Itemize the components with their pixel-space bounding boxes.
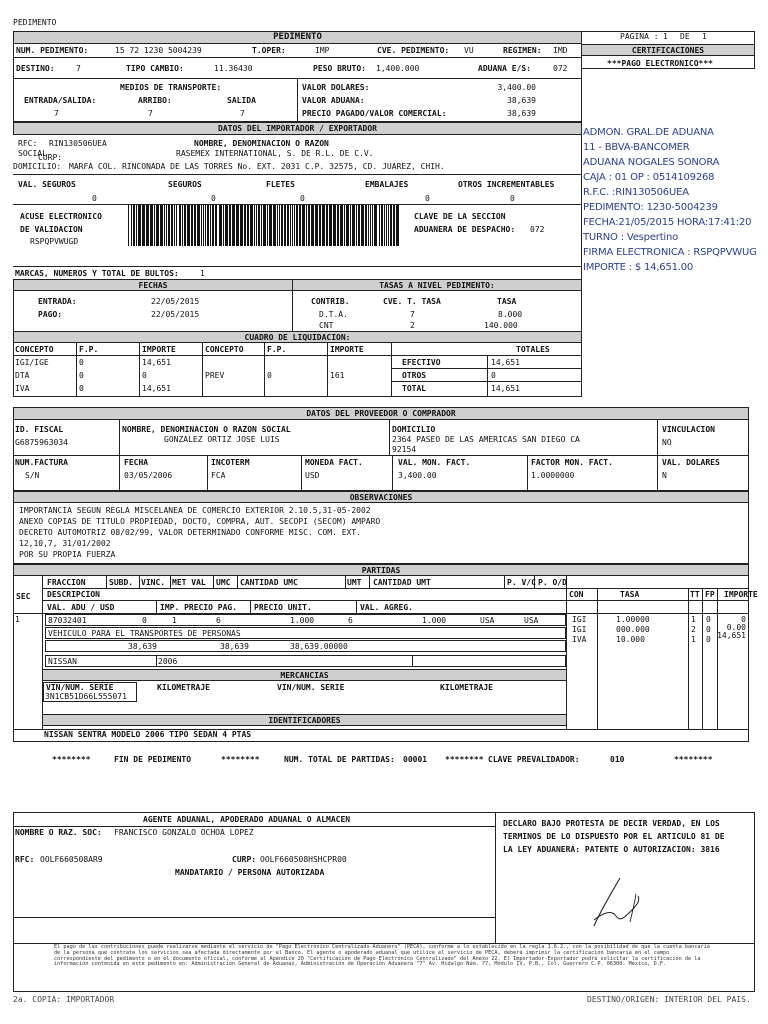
contrib-cell: 000.000 xyxy=(616,625,650,634)
barcode-bar xyxy=(244,205,246,246)
observacion-line: 12,10,7, 31/01/2002 xyxy=(19,539,111,548)
barcode-bar xyxy=(205,205,206,246)
barcode-bar xyxy=(386,205,387,246)
id-fiscal: G6875963034 xyxy=(15,438,68,447)
factura-header: NUM.FACTURA xyxy=(15,458,68,467)
barcode-bar xyxy=(281,205,283,246)
barcode-bar xyxy=(191,205,193,246)
tipo-operacion: IMP xyxy=(315,46,330,55)
barcode-bar xyxy=(236,205,239,246)
factura-header: INCOTERM xyxy=(211,458,250,467)
barcode-bar xyxy=(388,205,389,246)
agente-rfc: OOLF660508AR9 xyxy=(40,855,103,864)
barcode-bar xyxy=(361,205,364,246)
clave-prevalidador: 010 xyxy=(610,755,625,764)
contrib-cell: IGI xyxy=(572,615,587,624)
barcode-bar xyxy=(256,205,257,246)
barcode-bar xyxy=(194,205,196,246)
vin-serie: 3N1CB51D66L555071 xyxy=(45,692,127,701)
barcode-bar xyxy=(384,205,385,246)
certificacion-line: FIRMA ELECTRONICA : RSPQPVWUG xyxy=(583,247,757,258)
liq-cell: PREV xyxy=(205,371,225,380)
proveedor-domicilio: 2364 PASEO DE LAS AMERICAS SAN DIEGO CA xyxy=(392,435,580,444)
barcode-bar xyxy=(365,205,367,246)
barcode-bar xyxy=(356,205,357,246)
fraccion: 87032401 xyxy=(48,616,87,625)
barcode-bar xyxy=(250,205,253,246)
barcode-bar xyxy=(340,205,343,246)
barcode-bar xyxy=(352,205,355,246)
nota-legal: El pago de las contribuciones puede realizarse mediante el servicio de "Pago Electrónico Centralizado Aduanero" (PECA), conforme a lo establecido en la regla 1.6.2., con la posibilidad de que la cuenta bancaria de la persona que contrate los servicios sea afectada directamente por el Banco. El agente o apoderado aduanal que utilice el servicio de PECA, deberá imprimir la certificación bancaria en el campo correspondiente del pedimento o en el documento oficial, conforme al Apéndice 20 "Certificación de Pago Electrónico Centralizado" del Anexo 22. El Importador-Exportador podrá solicitar la certificación de la información contenida en este pedimento en: Administración General de Aduanas, Administración de Operación Aduanera "7" Av. Hidalgo Núm. 77, Módulo IV, P.B., Col. Guerrero C.P. 06300. México, D.F. xyxy=(54,944,710,968)
barcode-bar xyxy=(146,205,149,246)
barcode-bar xyxy=(223,205,224,246)
barcode-bar xyxy=(390,205,392,246)
barcode-bar xyxy=(396,205,399,246)
aduana: 072 xyxy=(553,64,568,73)
factura-header: VAL. DOLARES xyxy=(662,458,720,467)
marca: NISSAN xyxy=(48,657,77,666)
barcode-bar xyxy=(358,205,360,246)
barcode-bar xyxy=(232,205,235,246)
barcode-bar xyxy=(207,205,209,246)
factura-value: 03/05/2006 xyxy=(124,471,173,480)
rfc-importador: RIN130506UEA xyxy=(49,139,107,148)
barcode-bar xyxy=(308,205,310,246)
barcode-bar xyxy=(381,205,383,246)
importe-iva: 14,651 xyxy=(717,631,746,640)
liq-cell: 0 xyxy=(267,371,272,380)
barcode-bar xyxy=(296,205,298,246)
total-partidas: 00001 xyxy=(403,755,428,764)
barcode-bar xyxy=(279,205,280,246)
barcode-bar xyxy=(184,205,186,246)
valor-aduana: 38,639 xyxy=(507,96,536,105)
pagina-num: 1 xyxy=(663,32,668,41)
barcode-bar xyxy=(174,205,175,246)
liq-cell: 0 xyxy=(79,384,84,393)
copia-label: 2a. COPIA: IMPORTADOR xyxy=(13,995,115,1004)
factura-value: 1.0000000 xyxy=(531,471,575,480)
barcode-bar xyxy=(133,205,135,246)
barcode-bar xyxy=(138,205,141,246)
certificacion-line: ADUANA NOGALES SONORA xyxy=(583,157,720,168)
liq-cell: 0 xyxy=(79,358,84,367)
liq-cell: 14,651 xyxy=(142,358,171,367)
barcode-bar xyxy=(254,205,255,246)
nombre-importador: RASEMEX INTERNATIONAL, S. DE R.L. DE C.V. xyxy=(176,149,374,158)
header-title: PEDIMENTO xyxy=(13,31,582,44)
barcode-bar xyxy=(374,205,377,246)
barcode-bar xyxy=(219,205,222,246)
liq-cell: 0 xyxy=(142,371,147,380)
factura-header: VAL. MON. FACT. xyxy=(398,458,471,467)
seguros: 0 xyxy=(211,194,216,203)
liq-cell: 14,651 xyxy=(142,384,171,393)
barcode-bar xyxy=(136,205,137,246)
document-label: PEDIMENTO xyxy=(13,18,57,27)
factura-value: USD xyxy=(305,471,320,480)
barcode-bar xyxy=(299,205,301,246)
clave-pedimento: VU xyxy=(464,46,474,55)
barcode-bar xyxy=(311,205,314,246)
peso-bruto: 1,400.000 xyxy=(376,64,420,73)
total-total: 14,651 xyxy=(491,384,520,393)
num-pedimento: 15 72 1230 5004239 xyxy=(115,46,202,55)
barcode-bar xyxy=(319,205,321,246)
barcode-bar xyxy=(315,205,318,246)
liq-cell: DTA xyxy=(15,371,30,380)
embalajes: 0 xyxy=(425,194,430,203)
barcode-bar xyxy=(302,205,305,246)
agente-curp: OOLF660508HSHCPR00 xyxy=(260,855,347,864)
partida-sec: 1 xyxy=(15,615,20,624)
barcode-image xyxy=(128,205,404,246)
barcode-bar xyxy=(350,205,351,246)
total-bultos: 1 xyxy=(200,269,205,278)
certificacion-line: 11 - BBVA-BANCOMER xyxy=(583,142,690,153)
certificacion-line: R.F.C. :RIN130506UEA xyxy=(583,187,689,198)
liq-cell: 0 xyxy=(79,371,84,380)
barcode-bar xyxy=(179,205,181,246)
total-efectivo: 14,651 xyxy=(491,358,520,367)
barcode-bar xyxy=(329,205,332,246)
certificacion-line: TURNO : Vespertino xyxy=(583,232,679,243)
barcode-bar xyxy=(203,205,204,246)
barcode-bar xyxy=(273,205,276,246)
barcode-bar xyxy=(154,205,155,246)
observacion-line: IMPORTANCIA SEGUN REGLA MISCELANEA DE COMERCIO EXTERIOR 2.10.5,31-05-2002 xyxy=(19,506,371,515)
barcode-bar xyxy=(225,205,228,246)
factura-value: 3,400.00 xyxy=(398,471,437,480)
certificacion-line: ADMON. GRAL.DE ADUANA xyxy=(583,127,714,138)
contrib-cell: 0 xyxy=(706,625,711,634)
barcode-bar xyxy=(201,205,202,246)
contrib-cell: IGI xyxy=(572,625,587,634)
clave-seccion: 072 xyxy=(530,225,545,234)
descripcion: VEHICULO PARA EL TRANSPORTES DE PERSONAS xyxy=(48,629,241,638)
precio-pagado: 38,639 xyxy=(507,109,536,118)
fletes: 0 xyxy=(300,194,305,203)
barcode-bar xyxy=(294,205,295,246)
fecha-entrada: 22/05/2015 xyxy=(151,297,200,306)
barcode-bar xyxy=(182,205,183,246)
total-otros: 0 xyxy=(491,371,496,380)
barcode-bar xyxy=(372,205,373,246)
certificacion-line: IMPORTE : $ 14,651.00 xyxy=(583,262,694,273)
contrib-cell: 1.00000 xyxy=(616,615,650,624)
importador-title: DATOS DEL IMPORTADOR / EXPORTADOR xyxy=(13,122,582,135)
factura-value: N xyxy=(662,471,667,480)
acuse-valor: RSPQPVWUGD xyxy=(30,237,79,246)
barcode-bar xyxy=(393,205,395,246)
valor-dolares: 3,400.00 xyxy=(497,83,536,92)
barcode-bar xyxy=(168,205,170,246)
barcode-bar xyxy=(368,205,369,246)
barcode-bar xyxy=(150,205,153,246)
barcode-bar xyxy=(142,205,145,246)
destino: 7 xyxy=(76,64,81,73)
contrib-cell: 0 xyxy=(706,615,711,624)
firma-signature xyxy=(580,870,670,930)
contrib-cell: 1 xyxy=(691,635,696,644)
barcode-bar xyxy=(128,205,129,246)
barcode-bar xyxy=(379,205,380,246)
barcode-bar xyxy=(344,205,345,246)
barcode-bar xyxy=(171,205,173,246)
barcode-bar xyxy=(261,205,262,246)
otros-incrementables: 0 xyxy=(510,194,515,203)
barcode-bar xyxy=(333,205,336,246)
barcode-bar xyxy=(240,205,243,246)
barcode-bar xyxy=(197,205,200,246)
barcode-bar xyxy=(176,205,177,246)
domicilio-importador: MARFA COL. RINCONADA DE LAS TORRES No. EXT. 2031 C.P. 32575, CD. JUAREZ, CHIH. xyxy=(69,162,445,171)
barcode-bar xyxy=(269,205,272,246)
barcode-bar xyxy=(292,205,293,246)
contrib-cell: 1 xyxy=(691,615,696,624)
factura-header: MONEDA FACT. xyxy=(305,458,363,467)
barcode-bar xyxy=(326,205,328,246)
destino-origen: DESTINO/ORIGEN: INTERIOR DEL PAIS. xyxy=(587,995,751,1004)
factura-header: FECHA xyxy=(124,458,149,467)
agente-nombre: FRANCISCO GONZALO OCHOA LOPEZ xyxy=(114,828,254,837)
proveedor-nombre: GONZALEZ ORTIZ JOSE LUIS xyxy=(164,435,280,444)
observacion-line: DECRETO AUTOMOTRIZ 08/02/99, VALOR DETERMINADO CONFORME MISC. COM. EXT. xyxy=(19,528,361,537)
barcode-bar xyxy=(215,205,217,246)
observacion-line: POR SU PROPIA FUERZA xyxy=(19,550,116,559)
regimen: IMD xyxy=(553,46,568,55)
modelo: 2006 xyxy=(158,657,178,666)
barcode-bar xyxy=(247,205,249,246)
certificaciones-title: CERTIFICACIONES xyxy=(581,44,755,56)
barcode-bar xyxy=(131,205,132,246)
val-seguros: 0 xyxy=(92,194,97,203)
contrib-cell: IVA xyxy=(572,635,587,644)
barcode-bar xyxy=(277,205,278,246)
barcode-bar xyxy=(164,205,165,246)
barcode-bar xyxy=(290,205,291,246)
barcode-bar xyxy=(210,205,211,246)
contrib-cell: 2 xyxy=(691,625,696,634)
vinculacion: NO xyxy=(662,438,672,447)
barcode-bar xyxy=(267,205,268,246)
factura-value: FCA xyxy=(211,471,226,480)
barcode-bar xyxy=(229,205,231,246)
tipo-cambio: 11.36430 xyxy=(214,64,253,73)
certificacion-line: FECHA:21/05/2015 HORA:17:41:20 xyxy=(583,217,752,228)
patente: LA LEY ADUANERA: PATENTE O AUTORIZACION: 3816 xyxy=(503,845,720,854)
barcode-bar xyxy=(370,205,371,246)
barcode-bar xyxy=(287,205,289,246)
arribo: 7 xyxy=(148,109,153,118)
barcode-bar xyxy=(306,205,307,246)
barcode-bar xyxy=(346,205,349,246)
liq-cell: 161 xyxy=(330,371,345,380)
barcode-bar xyxy=(337,205,339,246)
contrib-cell: 0 xyxy=(706,635,711,644)
pago-electronico: ***PAGO ELECTRONICO*** xyxy=(607,59,713,68)
observacion-line: ANEXO COPIAS DE TITULO PROPIEDAD, DOCTO, COMPRA, AUT. SECOPI (SECOM) AMPARO xyxy=(19,517,381,526)
barcode-bar xyxy=(284,205,286,246)
certificacion-line: CAJA : 01 OP : 0514109268 xyxy=(583,172,715,183)
salida: 7 xyxy=(240,109,245,118)
barcode-bar xyxy=(322,205,325,246)
pagina-total: 1 xyxy=(702,32,707,41)
entrada-salida: 7 xyxy=(54,109,59,118)
fecha-pago: 22/05/2015 xyxy=(151,310,200,319)
barcode-bar xyxy=(212,205,214,246)
identificadores-texto: NISSAN SENTRA MODELO 2006 TIPO SEDAN 4 PTAS xyxy=(44,730,252,739)
factura-value: S/N xyxy=(25,471,40,480)
certificacion-line: PEDIMENTO: 1230-5004239 xyxy=(583,202,718,213)
liq-cell: IVA xyxy=(15,384,30,393)
barcode-bar xyxy=(263,205,266,246)
barcode-bar xyxy=(187,205,190,246)
barcode-bar xyxy=(166,205,167,246)
factura-header: FACTOR MON. FACT. xyxy=(531,458,613,467)
contrib-cell: 10.000 xyxy=(616,635,645,644)
liq-cell: IGI/IGE xyxy=(15,358,49,367)
barcode-bar xyxy=(160,205,163,246)
barcode-bar xyxy=(156,205,159,246)
barcode-bar xyxy=(258,205,260,246)
